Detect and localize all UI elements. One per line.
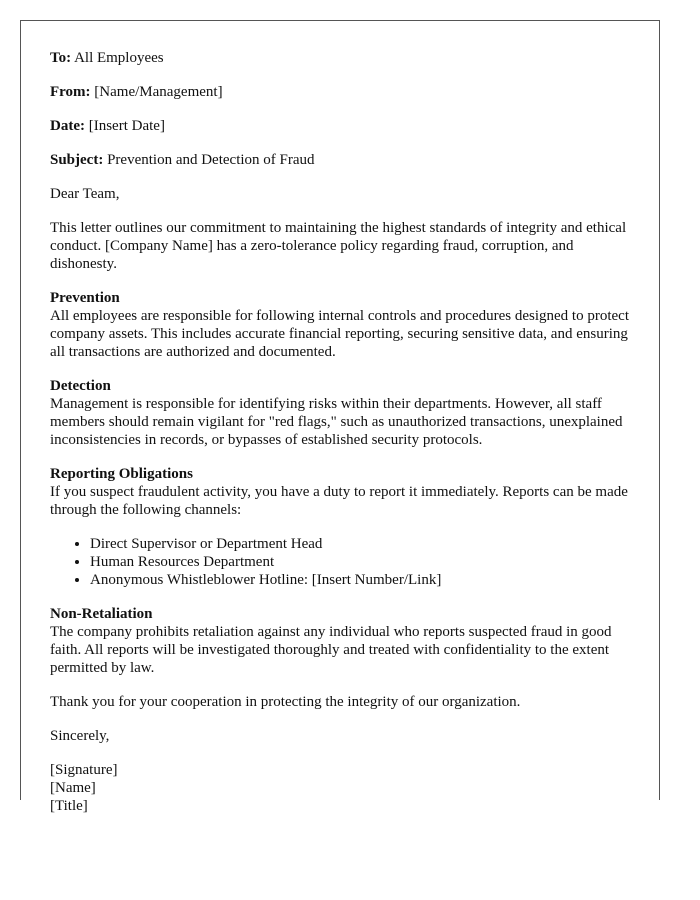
reporting-text: If you suspect fraudulent activity, you have a duty to report it immediately. Reports can be made through the following channels: — [50, 484, 628, 518]
subject-label: Subject: — [50, 152, 104, 168]
prevention-text: All employees are responsible for following internal controls and procedures designed to protect company assets. This includes accurate financial reporting, securing sensitive data, and ensuring all transactions are authorized and documented. — [50, 308, 629, 360]
non-retaliation-text: The company prohibits retaliation against any individual who reports suspected fraud in good faith. All reports will be investigated thoroughly and treated with confidentiality to the extent permitted by law. — [50, 624, 612, 676]
sign-off: Sincerely, — [50, 728, 110, 744]
from-line — [50, 83, 634, 101]
signature-placeholder: [Signature] — [50, 762, 118, 778]
list-item: • Direct Supervisor or Department Head — [90, 535, 634, 553]
list-item: • Human Resources Department — [90, 553, 634, 571]
date-value: [Insert Date] — [88, 118, 165, 134]
name-placeholder: [Name] — [50, 780, 96, 796]
reporting-channels-list — [50, 535, 634, 589]
to-line — [50, 49, 634, 67]
letter-page — [20, 20, 660, 814]
non-retaliation-section — [50, 605, 634, 677]
detection-heading: Detection — [50, 378, 111, 394]
greeting: Dear Team, — [50, 186, 120, 202]
prevention-heading: Prevention — [50, 290, 120, 306]
to-label: To: — [50, 50, 72, 66]
detection-section — [50, 377, 634, 449]
date-label: Date: — [50, 118, 85, 134]
thanks-paragraph: Thank you for your cooperation in protecting the integrity of our organization. — [50, 694, 521, 710]
detection-text: Management is responsible for identifying risks within their departments. However, all staff members should remain vigilant for "red flags," such as unauthorized transactions, unexplained inconsistencies in records, or bypasses of established security protocols. — [50, 396, 623, 448]
subject-value: Prevention and Detection of Fraud — [107, 152, 315, 168]
title-placeholder: [Title] — [50, 798, 88, 814]
reporting-heading: Reporting Obligations — [50, 466, 193, 482]
prevention-section — [50, 289, 634, 361]
intro-paragraph: This letter outlines our commitment to maintaining the highest standards of integrity and ethical conduct. [Company Name] has a zero-tolerance policy regarding fraud, corruption, and dishonesty. — [50, 220, 627, 272]
to-value: All Employees — [74, 50, 164, 66]
from-label: From: — [50, 84, 91, 100]
date-line — [50, 117, 634, 135]
letter-body — [50, 49, 634, 815]
subject-line — [50, 151, 634, 169]
from-value: [Name/Management] — [94, 84, 223, 100]
list-item: • Anonymous Whistleblower Hotline: [Insert Number/Link] — [90, 571, 634, 589]
non-retaliation-heading: Non-Retaliation — [50, 606, 153, 622]
reporting-section — [50, 465, 634, 519]
